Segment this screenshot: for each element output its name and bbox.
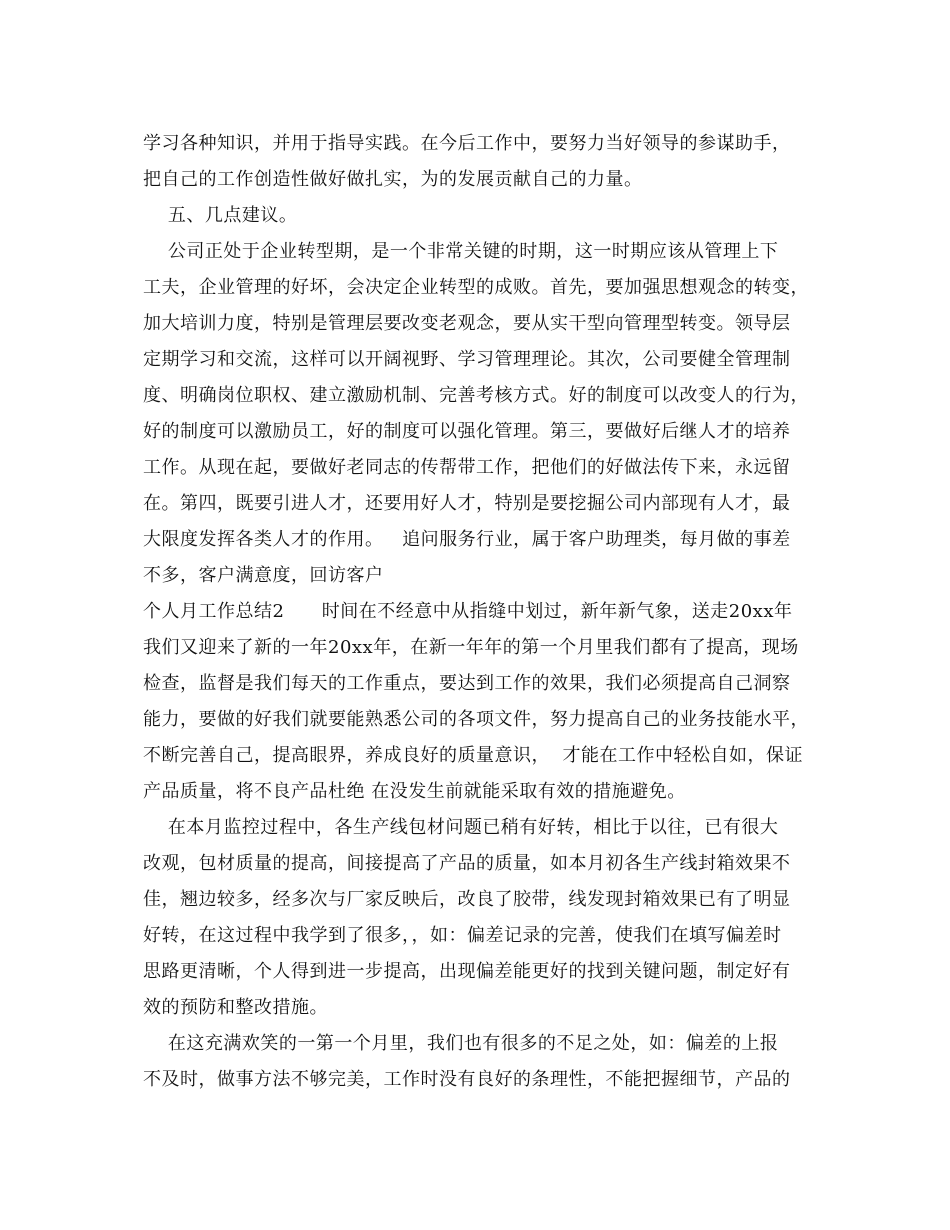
text-line: 在本月监控过程中，各生产线包材问题已稍有好转，相比于以往，已有很大 — [143, 817, 779, 838]
text-line: 好的制度可以激励员工，好的制度可以强化管理。第三，要做好后继人才的培养 — [143, 421, 791, 442]
text-line: 不断完善自己，提高眼界，养成良好的质量意识， 才能在工作中轻松自如，保证 — [143, 745, 803, 766]
text-line: 佳，翘边较多，经多次与厂家反映后，改良了胶带，线发现封箱效果已有了明显 — [143, 889, 791, 910]
text-line: 工作。从现在起，要做好老同志的传帮带工作，把他们的好做法传下来，永远留 — [143, 457, 791, 478]
text-line: 好转，在这过程中我学到了很多，，如：偏差记录的完善，使我们在填写偏差时 — [143, 925, 782, 946]
text-line: 效的预防和整改措施。 — [143, 997, 328, 1018]
text-line: 公司正处于企业转型期，是一个非常关键的时期，这一时期应该从管理上下 — [143, 241, 779, 262]
text-line: 五、几点建议。 — [143, 205, 298, 226]
text-line: 思路更清晰，个人得到进一步提高，出现偏差能更好的找到关键问题，制定好有 — [143, 961, 791, 982]
text-line: 不及时，做事方法不够完美，工作时没有良好的条理性，不能把握细节，产品的 — [143, 1069, 791, 1090]
text-line: 把自己的工作创造性做好做扎实，为的发展贡献自己的力量。 — [143, 169, 643, 190]
text-line: 学习各种知识，并用于指导实践。在今后工作中，要努力当好领导的参谋助手， — [143, 133, 791, 154]
text-line: 不多，客户满意度，回访客户 — [143, 565, 384, 586]
text-line: 工夫，企业管理的好坏，会决定企业转型的成败。首先，要加强思想观念的转变， — [143, 277, 809, 298]
text-line: 能力，要做的好我们就要能熟悉公司的各项文件，努力提高自己的业务技能水平， — [143, 709, 809, 730]
text-line: 产品质量，将不良产品杜绝 在没发生前就能采取有效的措施避免。 — [143, 781, 686, 802]
text-line: 检查，监督是我们每天的工作重点，要达到工作的效果，我们必须提高自己洞察 — [143, 673, 791, 694]
text-line: 在。第四，既要引进人才，还要用好人才，特别是要挖掘公司内部现有人才，最 — [143, 493, 791, 514]
section-heading-line: 个人月工作总结2 时间在不经意中从指缝中划过，新年新气象，送走20xx年 — [143, 601, 793, 622]
text-line: 大限度发挥各类人才的作用。 追问服务行业，属于客户助理类，每月做的事差 — [143, 529, 791, 550]
text-line: 加大培训力度，特别是管理层要改变老观念，要从实干型向管理型转变。领导层 — [143, 313, 791, 334]
text-line: 改观，包材质量的提高，间接提高了产品的质量，如本月初各生产线封箱效果不 — [143, 853, 791, 874]
text-line: 在这充满欢笑的一第一个月里，我们也有很多的不足之处，如：偏差的上报 — [143, 1033, 779, 1054]
text-line: 定期学习和交流，这样可以开阔视野、学习管理理论。其次，公司要健全管理制 — [143, 349, 791, 370]
text-line: 我们又迎来了新的一年20xx年，在新一年年的第一个月里我们都有了提高，现场 — [143, 637, 799, 658]
text-line: 度、明确岗位职权、建立激励机制、完善考核方式。好的制度可以改变人的行为， — [143, 385, 809, 406]
